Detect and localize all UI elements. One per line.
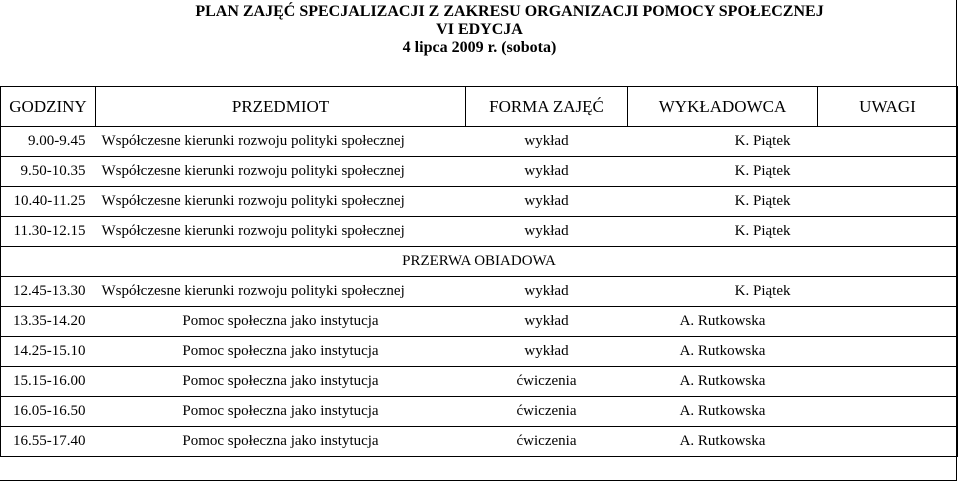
header-notes: UWAGI: [818, 87, 958, 127]
table-row: [1, 307, 958, 337]
table-row: [1, 277, 958, 307]
lecturer-cell: K. Piątek: [628, 217, 818, 247]
lecturer-cell: K. Piątek: [628, 157, 818, 187]
table-row: [1, 217, 958, 247]
time-cell: 14.25-15.10: [1, 337, 96, 367]
notes-cell: [818, 397, 958, 427]
time-cell: 16.05-16.50: [1, 397, 96, 427]
header-form: FORMA ZAJĘĆ: [466, 87, 628, 127]
lecturer-cell: A. Rutkowska: [628, 427, 818, 457]
notes-cell: [818, 307, 958, 337]
lunch-break-label: PRZERWA OBIADOWA: [1, 247, 958, 277]
notes-cell: [818, 367, 958, 397]
table-row: [1, 397, 958, 427]
subject-cell: Współczesne kierunki rozwoju polityki społecznej: [96, 217, 466, 247]
time-cell: 16.55-17.40: [1, 427, 96, 457]
table-row: [1, 427, 958, 457]
notes-cell: [818, 187, 958, 217]
time-cell: 9.50-10.35: [1, 157, 96, 187]
subject-cell: Pomoc społeczna jako instytucja: [96, 397, 466, 427]
notes-cell: [818, 337, 958, 367]
form-cell: ćwiczenia: [466, 427, 628, 457]
lecturer-cell: K. Piątek: [628, 187, 818, 217]
notes-cell: [818, 157, 958, 187]
table-header-row: [1, 87, 958, 127]
header-lecturer: WYKŁADOWCA: [628, 87, 818, 127]
form-cell: ćwiczenia: [466, 367, 628, 397]
subject-cell: Pomoc społeczna jako instytucja: [96, 307, 466, 337]
form-cell: wykład: [466, 157, 628, 187]
form-cell: wykład: [466, 127, 628, 157]
schedule-table: [0, 86, 958, 457]
form-cell: wykład: [466, 187, 628, 217]
time-cell: 12.45-13.30: [1, 277, 96, 307]
subject-cell: Pomoc społeczna jako instytucja: [96, 427, 466, 457]
lunch-break-row: [1, 247, 958, 277]
subject-cell: Pomoc społeczna jako instytucja: [96, 367, 466, 397]
subject-cell: Współczesne kierunki rozwoju polityki społecznej: [96, 157, 466, 187]
form-cell: ćwiczenia: [466, 397, 628, 427]
form-cell: wykład: [466, 337, 628, 367]
time-cell: 13.35-14.20: [1, 307, 96, 337]
table-row: [1, 127, 958, 157]
subject-cell: Współczesne kierunki rozwoju polityki społecznej: [96, 127, 466, 157]
table-row: [1, 157, 958, 187]
lecturer-cell: A. Rutkowska: [628, 397, 818, 427]
time-cell: 11.30-12.15: [1, 217, 96, 247]
edition-label: VI EDYCJA: [436, 21, 523, 38]
time-cell: 9.00-9.45: [1, 127, 96, 157]
lecturer-cell: K. Piątek: [628, 277, 818, 307]
table-row: [1, 187, 958, 217]
form-cell: wykład: [466, 217, 628, 247]
form-cell: wykład: [466, 307, 628, 337]
time-cell: 15.15-16.00: [1, 367, 96, 397]
subject-cell: Pomoc społeczna jako instytucja: [96, 337, 466, 367]
form-cell: wykład: [466, 277, 628, 307]
notes-cell: [818, 427, 958, 457]
notes-cell: [818, 127, 958, 157]
header-subject: PRZEDMIOT: [96, 87, 466, 127]
lecturer-cell: A. Rutkowska: [628, 337, 818, 367]
document-title: PLAN ZAJĘĆ SPECJALIZACJI Z ZAKRESU ORGANIZACJI POMOCY SPOŁECZNEJ: [195, 3, 824, 20]
notes-cell: [818, 217, 958, 247]
lecturer-cell: A. Rutkowska: [628, 367, 818, 397]
subject-cell: Współczesne kierunki rozwoju polityki społecznej: [96, 277, 466, 307]
notes-cell: [818, 277, 958, 307]
lecturer-cell: A. Rutkowska: [628, 307, 818, 337]
time-cell: 10.40-11.25: [1, 187, 96, 217]
header-hours: GODZINY: [1, 87, 96, 127]
table-row: [1, 337, 958, 367]
table-row: [1, 367, 958, 397]
date-label: 4 lipca 2009 r. (sobota): [402, 39, 557, 56]
lecturer-cell: K. Piątek: [628, 127, 818, 157]
subject-cell: Współczesne kierunki rozwoju polityki społecznej: [96, 187, 466, 217]
